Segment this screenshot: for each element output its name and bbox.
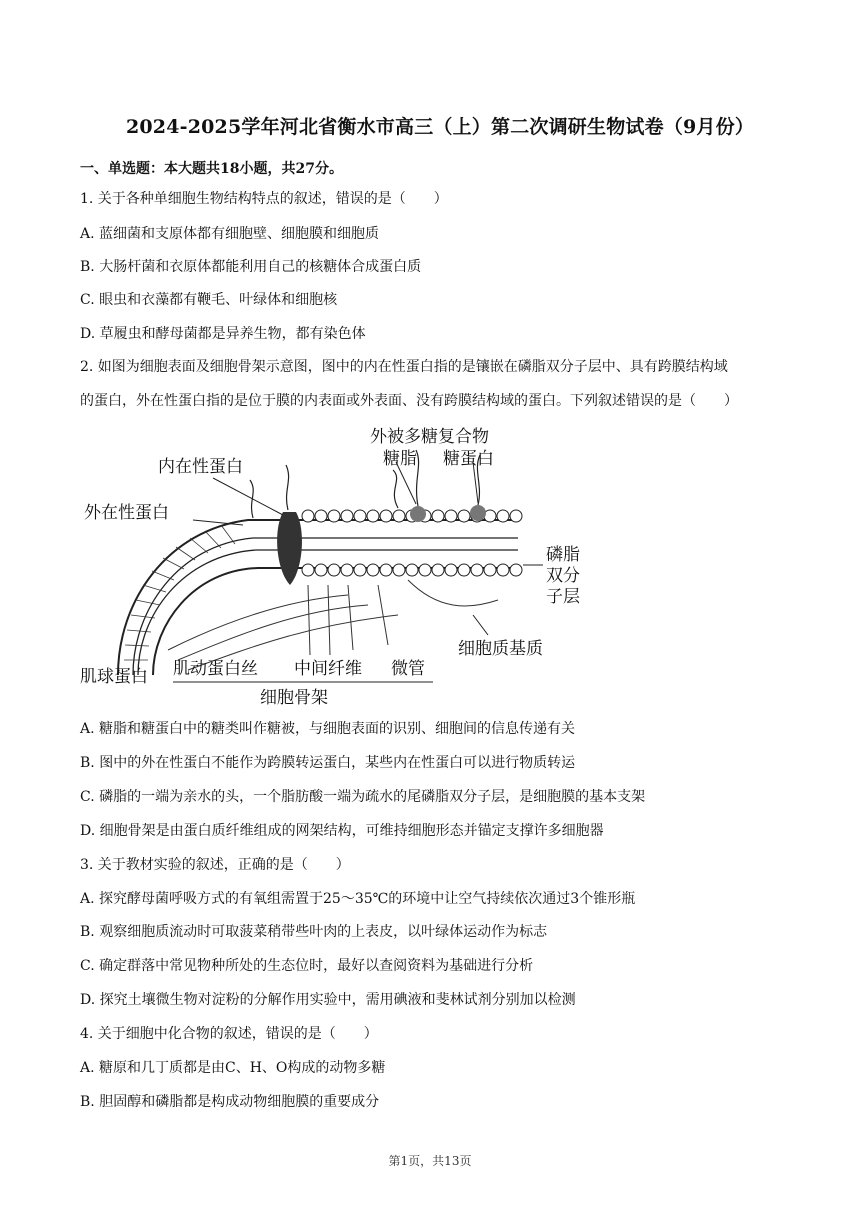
q2-stem-line1: 2. 如图为细胞表面及细胞骨架示意图，图中的内在性蛋白指的是镶嵌在磷脂双分子层中、具有跨膜结构域 [80,359,728,375]
q1-stem: 1. 关于各种单细胞生物结构特点的叙述，错误的是（ ） [80,191,448,207]
page-title: 2024-2025学年河北省衡水市高三（上）第二次调研生物试卷（9月份） [125,116,755,138]
q2-option-a: A. 糖脂和糖蛋白中的糖类叫作糖被，与细胞表面的识别、细胞间的信息传递有关 [80,721,576,737]
q2-option-c: C. 磷脂的一端为亲水的头，一个脂肪酸一端为疏水的尾磷脂双分子层，是细胞膜的基本支架 [80,789,646,805]
q1-option-c: C. 眼虫和衣藻都有鞭毛、叶绿体和细胞核 [80,292,338,308]
page-footer: 第1页，共13页 [388,1154,472,1168]
q1-option-b: B. 大肠杆菌和衣原体都能利用自己的核糖体合成蛋白质 [80,259,422,275]
q1-option-a: A. 蓝细菌和支原体都有细胞壁、细胞膜和细胞质 [80,226,380,242]
q4-option-b: B. 胆固醇和磷脂都是构成动物细胞膜的重要成分 [80,1094,380,1110]
label-glycoprotein: 糖蛋白 [443,449,494,469]
label-outer-glyco: 外被多糖复合物 [370,427,489,447]
q1-option-d: D. 草履虫和酵母菌都是异养生物，都有染色体 [80,326,366,342]
q3-option-b: B. 观察细胞质流动时可取菠菜稍带些叶肉的上表皮，以叶绿体运动作为标志 [80,924,548,940]
label-cytoplasm-matrix: 细胞质基质 [458,639,543,659]
q2-option-d: D. 细胞骨架是由蛋白质纤维组成的网架结构，可维持细胞形态并锚定支撑许多细胞器 [80,823,604,839]
section-heading: 一、单选题：本大题共18小题，共27分。 [80,161,343,177]
label-glycolipid: 糖脂 [383,449,417,469]
label-actin-filament: 肌动蛋白丝 [173,659,258,679]
label-intrinsic-protein: 内在性蛋白 [158,457,243,477]
q3-option-a: A. 探究酵母菌呼吸方式的有氧组需置于25～35℃的环境中让空气持续依次通过3个锥形瓶 [80,891,636,907]
label-globular-protein: 肌球蛋白 [80,667,148,687]
q2-stem-line2: 的蛋白，外在性蛋白指的是位于膜的内表面或外表面、没有跨膜结构域的蛋白。下列叙述错误的是（ ） [80,393,738,409]
label-extrinsic-protein: 外在性蛋白 [84,503,169,523]
label-cytoskeleton: 细胞骨架 [260,688,328,708]
cell-membrane-figure [78,420,598,710]
label-microtubule: 微管 [391,659,425,679]
q3-stem: 3. 关于教材实验的叙述，正确的是（ ） [80,857,350,873]
q3-option-c: C. 确定群落中常见物种所处的生态位时，最好以查阅资料为基础进行分析 [80,958,534,974]
label-intermediate-filament: 中间纤维 [294,659,362,679]
q2-option-b: B. 图中的外在性蛋白不能作为跨膜转运蛋白，某些内在性蛋白可以进行物质转运 [80,755,576,771]
membrane-diagram [78,420,598,710]
label-phospholipid-3: 子层 [546,587,580,607]
q4-stem: 4. 关于细胞中化合物的叙述，错误的是（ ） [80,1026,378,1042]
q4-option-a: A. 糖原和几丁质都是由C、H、O构成的动物多糖 [80,1060,386,1076]
q3-option-d: D. 探究土壤微生物对淀粉的分解作用实验中，需用碘液和斐林试剂分别加以检测 [80,992,576,1008]
label-phospholipid-1: 磷脂 [546,545,580,565]
label-phospholipid-2: 双分 [546,566,580,586]
